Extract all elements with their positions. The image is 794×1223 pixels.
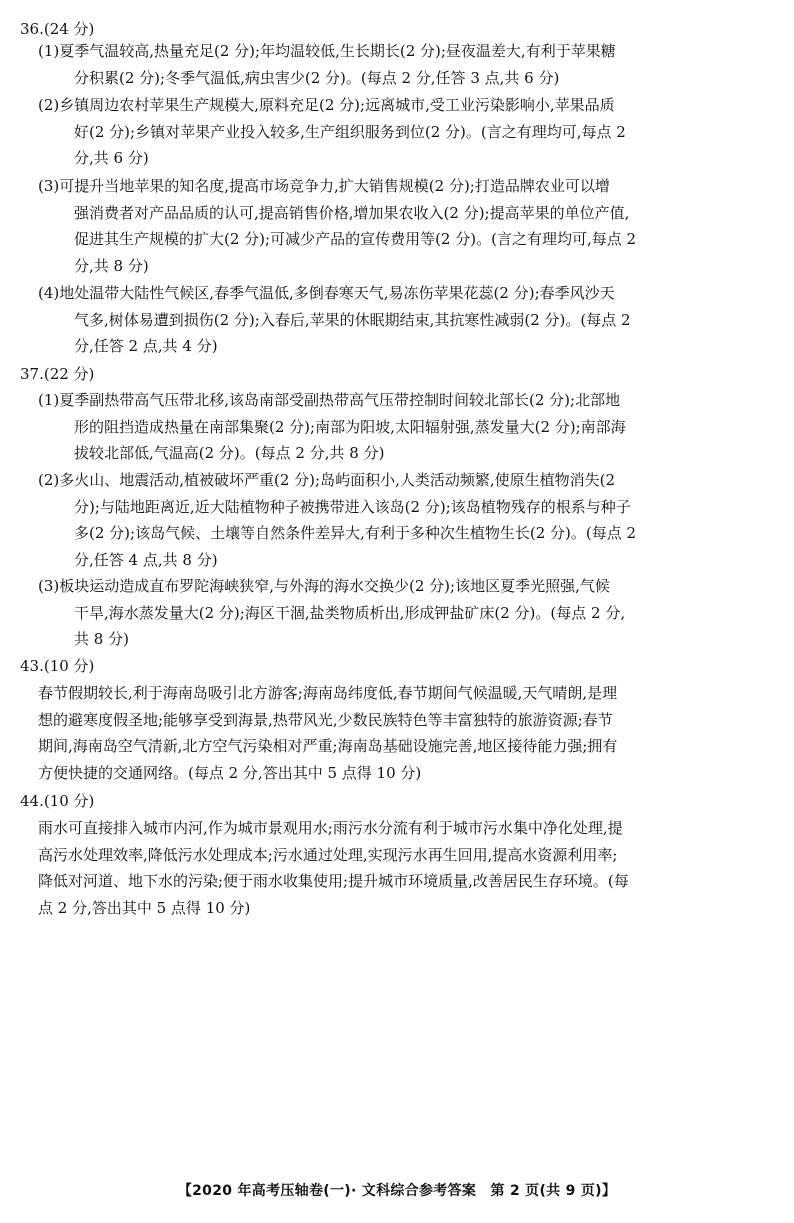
page-footer: 【2020 年高考压轴卷(一)· 文科综合参考答案 第 2 页(共 9 页)】 (177, 1183, 617, 1199)
text-line: 想的避寒度假圣地;能够享受到海景,热带风光,少数民族特色等丰富独特的旅游资源;春节 (38, 710, 613, 729)
text-line: 春节假期较长,利于海南岛吸引北方游客;海南岛纬度低,春节期间气候温暖,天气晴朗,是理 (38, 684, 618, 702)
q37-item-3 (38, 573, 778, 653)
q43-answer (38, 680, 778, 786)
text-line: 形的阻挡造成热量在南部集聚(2 分);南部为阳坡,太阳辐射强,蒸发量大(2 分);南部海 (74, 417, 626, 436)
text-line: (4)地处温带大陆性气候区,春季气温低,多倒春寒天气,易冻伤苹果花蕊(2 分);春季风沙天 (38, 284, 615, 302)
q36-item-4 (38, 280, 778, 360)
text-line: 气多,树体易遭到损伤(2 分);入春后,苹果的休眠期结束,其抗寒性减弱(2 分)。(每点 2 (74, 310, 631, 329)
q44-answer (38, 815, 778, 921)
q36-item-2 (38, 92, 778, 172)
text-line: 分,任答 4 点,共 8 分) (74, 550, 218, 569)
text-line: 分,任答 2 点,共 4 分) (74, 337, 218, 355)
text-line: (2)多火山、地震活动,植被破坏严重(2 分);岛屿面积小,人类活动频繁,使原生植物消失(2 (38, 471, 616, 489)
text-line: 分);与陆地距离近,近大陆植物种子被携带进入该岛(2 分);该岛植物残存的根系与种子 (74, 497, 631, 516)
text-line: 好(2 分);乡镇对苹果产业投入较多,生产组织服务到位(2 分)。(言之有理均可,每点 2 (74, 122, 626, 141)
question-43-header: 43.(10 分) (20, 657, 95, 675)
question-37-header: 37.(22 分) (20, 365, 95, 383)
q37-item-2 (38, 467, 778, 573)
text-line: 多(2 分);该岛气候、土壤等自然条件差异大,有利于多种次生植物生长(2 分)。(每点 2 (74, 524, 637, 542)
text-line: 点 2 分,答出其中 5 点得 10 分) (38, 898, 251, 917)
text-line: 分,共 8 分) (74, 256, 149, 275)
text-line: (3)板块运动造成直布罗陀海峡狭窄,与外海的海水交换少(2 分);该地区夏季光照强,气候 (38, 577, 610, 595)
q36-item-1 (38, 38, 778, 91)
text-line: 分,共 6 分) (74, 149, 149, 167)
text-line: 期间,海南岛空气清新,北方空气污染相对严重;海南岛基础设施完善,地区接待能力强;拥有 (38, 737, 618, 755)
text-line: 拔较北部低,气温高(2 分)。(每点 2 分,共 8 分) (74, 444, 385, 462)
text-line: 方便快捷的交通网络。(每点 2 分,答出其中 5 点得 10 分) (38, 763, 422, 782)
text-line: 高污水处理效率,降低污水处理成本;污水通过处理,实现污水再生回用,提高水资源利用率; (38, 845, 618, 864)
text-line: 促进其生产规模的扩大(2 分);可减少产品的宣传费用等(2 分)。(言之有理均可,每点 2 (74, 230, 637, 248)
text-line: 共 8 分) (74, 630, 129, 648)
text-line: 强消费者对产品品质的认可,提高销售价格,增加果农收入(2 分);提高苹果的单位产值, (74, 203, 630, 222)
text-line: 分积累(2 分);冬季气温低,病虫害少(2 分)。(每点 2 分,任答 3 点,共 6 分) (74, 68, 560, 87)
q36-item-3 (38, 173, 778, 279)
q37-item-1 (38, 387, 778, 467)
text-line: (3)可提升当地苹果的知名度,提高市场竞争力,扩大销售规模(2 分);打造品牌农业可以增 (38, 177, 610, 195)
question-36-header: 36.(24 分) (20, 20, 95, 38)
text-line: (1)夏季气温较高,热量充足(2 分);年均温较低,生长期长(2 分);昼夜温差大,有利于苹果糖 (38, 42, 616, 60)
text-line: 雨水可直接排入城市内河,作为城市景观用水;雨污水分流有利于城市污水集中净化处理,提 (38, 819, 623, 837)
text-line: 干旱,海水蒸发量大(2 分);海区干涸,盐类物质析出,形成钾盐矿床(2 分)。(每点 2 分, (74, 603, 626, 622)
question-44-header: 44.(10 分) (20, 792, 95, 810)
text-line: (1)夏季副热带高气压带北移,该岛南部受副热带高气压带控制时间较北部长(2 分);北部地 (38, 391, 621, 409)
text-line: 降低对河道、地下水的污染;便于雨水收集使用;提升城市环境质量,改善居民生存环境。(每 (38, 872, 629, 890)
text-line: (2)乡镇周边农村苹果生产规模大,原料充足(2 分);远离城市,受工业污染影响小,苹果品质 (38, 96, 615, 114)
